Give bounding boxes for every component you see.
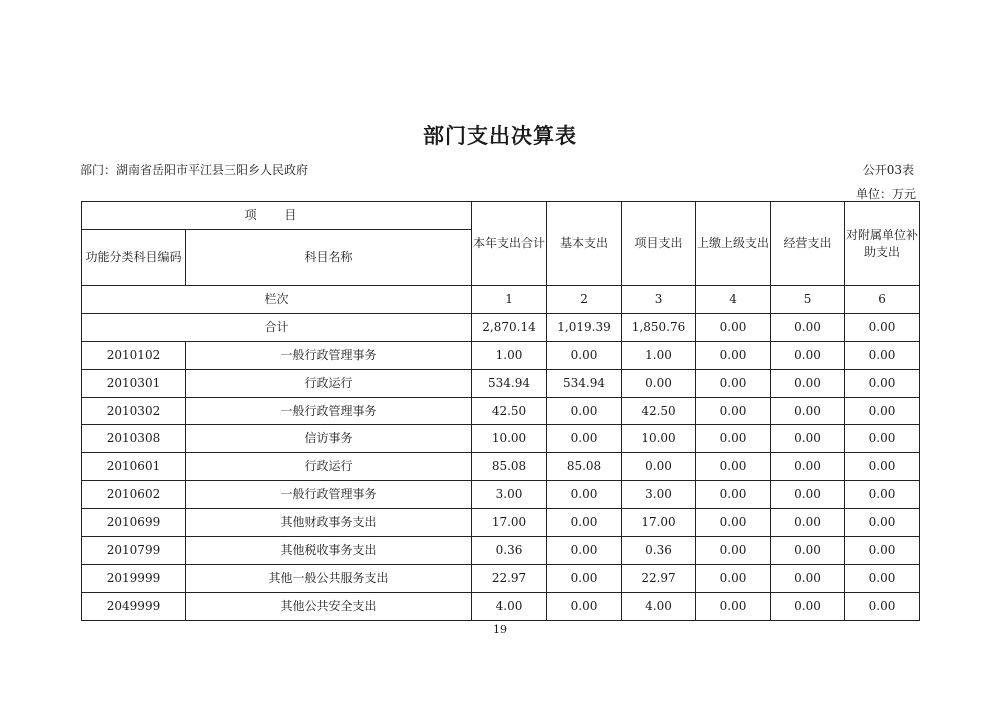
row-name: 其他财政事务支出 <box>186 509 472 537</box>
row-name: 其他一般公共服务支出 <box>186 564 472 592</box>
row-value: 0.00 <box>771 481 845 509</box>
table-row <box>82 397 920 425</box>
row-value: 4.00 <box>622 592 696 620</box>
row-value: 0.00 <box>622 453 696 481</box>
row-code: 2049999 <box>82 592 186 620</box>
header-total: 本年支出合计 <box>472 202 547 286</box>
row-value: 0.00 <box>547 397 622 425</box>
row-value: 0.00 <box>547 481 622 509</box>
table-row <box>82 564 920 592</box>
row-value: 85.08 <box>547 453 622 481</box>
row-value: 0.00 <box>845 341 920 369</box>
page-number: 19 <box>493 623 507 636</box>
row-value: 17.00 <box>622 509 696 537</box>
row-value: 3.00 <box>472 481 547 509</box>
row-value: 0.00 <box>771 564 845 592</box>
row-code: 2010601 <box>82 453 186 481</box>
row-name: 其他税收事务支出 <box>186 537 472 565</box>
row-value: 0.00 <box>845 537 920 565</box>
row-value: 85.08 <box>472 453 547 481</box>
row-value: 0.00 <box>771 425 845 453</box>
row-value: 0.00 <box>696 564 771 592</box>
row-value: 0.00 <box>696 425 771 453</box>
table-row <box>82 453 920 481</box>
row-value: 1.00 <box>472 341 547 369</box>
row-value: 0.00 <box>845 564 920 592</box>
unit-label: 单位：万元 <box>855 187 916 201</box>
page-title: 部门支出决算表 <box>423 124 577 148</box>
row-value: 0.00 <box>845 425 920 453</box>
row-value: 0.00 <box>771 341 845 369</box>
row-name: 一般行政管理事务 <box>186 397 472 425</box>
row-value: 0.00 <box>845 592 920 620</box>
row-value: 0.00 <box>622 369 696 397</box>
row-code: 2010302 <box>82 397 186 425</box>
row-value: 534.94 <box>547 369 622 397</box>
total-value: 0.00 <box>845 313 920 341</box>
form-number: 公开03表 <box>862 163 914 177</box>
row-value: 10.00 <box>472 425 547 453</box>
column-index: 5 <box>771 286 845 314</box>
row-value: 0.00 <box>771 453 845 481</box>
row-code: 2010602 <box>82 481 186 509</box>
row-value: 0.00 <box>771 509 845 537</box>
row-value: 0.00 <box>771 592 845 620</box>
header-code: 功能分类科目编码 <box>82 230 186 286</box>
total-value: 2,870.14 <box>472 313 547 341</box>
row-code: 2010699 <box>82 509 186 537</box>
column-index: 6 <box>845 286 920 314</box>
row-value: 0.00 <box>845 453 920 481</box>
row-code: 2010301 <box>82 369 186 397</box>
row-value: 0.00 <box>696 481 771 509</box>
row-name: 一般行政管理事务 <box>186 341 472 369</box>
row-value: 0.36 <box>472 537 547 565</box>
table-row <box>82 537 920 565</box>
header-name: 科目名称 <box>186 230 472 286</box>
header-item: 项 目 <box>82 202 472 230</box>
row-value: 10.00 <box>622 425 696 453</box>
row-value: 0.00 <box>845 481 920 509</box>
row-name: 一般行政管理事务 <box>186 481 472 509</box>
total-value: 1,850.76 <box>622 313 696 341</box>
row-value: 0.00 <box>547 425 622 453</box>
row-value: 0.00 <box>696 509 771 537</box>
row-name: 行政运行 <box>186 369 472 397</box>
header-upper: 上缴上级支出 <box>696 202 771 286</box>
row-value: 0.00 <box>696 369 771 397</box>
row-code: 2019999 <box>82 564 186 592</box>
row-value: 0.00 <box>771 537 845 565</box>
row-name: 行政运行 <box>186 453 472 481</box>
table-row <box>82 481 920 509</box>
row-value: 0.00 <box>547 509 622 537</box>
row-value: 0.00 <box>547 341 622 369</box>
row-value: 0.00 <box>547 592 622 620</box>
row-value: 534.94 <box>472 369 547 397</box>
total-value: 0.00 <box>771 313 845 341</box>
row-name: 其他公共安全支出 <box>186 592 472 620</box>
header-basic: 基本支出 <box>547 202 622 286</box>
row-value: 0.36 <box>622 537 696 565</box>
total-label: 合计 <box>82 313 472 341</box>
department-label: 部门：湖南省岳阳市平江县三阳乡人民政府 <box>80 163 309 177</box>
row-value: 42.50 <box>472 397 547 425</box>
table-row <box>82 509 920 537</box>
row-value: 0.00 <box>547 564 622 592</box>
row-value: 22.97 <box>472 564 547 592</box>
header-project: 项目支出 <box>622 202 696 286</box>
total-value: 1,019.39 <box>547 313 622 341</box>
row-value: 0.00 <box>696 453 771 481</box>
total-row <box>82 313 920 341</box>
row-value: 0.00 <box>771 397 845 425</box>
table-row <box>82 341 920 369</box>
column-index-row <box>82 286 920 314</box>
table-row <box>82 425 920 453</box>
row-name: 信访事务 <box>186 425 472 453</box>
row-value: 0.00 <box>845 509 920 537</box>
row-value: 0.00 <box>696 341 771 369</box>
row-value: 3.00 <box>622 481 696 509</box>
column-index: 3 <box>622 286 696 314</box>
column-index: 1 <box>472 286 547 314</box>
row-value: 4.00 <box>472 592 547 620</box>
row-value: 0.00 <box>696 537 771 565</box>
expenditure-table <box>81 201 920 621</box>
row-code: 2010799 <box>82 537 186 565</box>
row-value: 42.50 <box>622 397 696 425</box>
column-index-label: 栏次 <box>82 286 472 314</box>
column-index: 2 <box>547 286 622 314</box>
table-row <box>82 369 920 397</box>
row-value: 0.00 <box>696 592 771 620</box>
row-value: 0.00 <box>845 369 920 397</box>
header-business: 经营支出 <box>771 202 845 286</box>
row-value: 17.00 <box>472 509 547 537</box>
row-value: 22.97 <box>622 564 696 592</box>
header-subsidiary: 对附属单位补助支出 <box>845 202 920 286</box>
row-code: 2010102 <box>82 341 186 369</box>
row-code: 2010308 <box>82 425 186 453</box>
total-value: 0.00 <box>696 313 771 341</box>
row-value: 0.00 <box>845 397 920 425</box>
row-value: 0.00 <box>696 397 771 425</box>
row-value: 0.00 <box>547 537 622 565</box>
column-index: 4 <box>696 286 771 314</box>
table-row <box>82 592 920 620</box>
row-value: 0.00 <box>771 369 845 397</box>
row-value: 1.00 <box>622 341 696 369</box>
